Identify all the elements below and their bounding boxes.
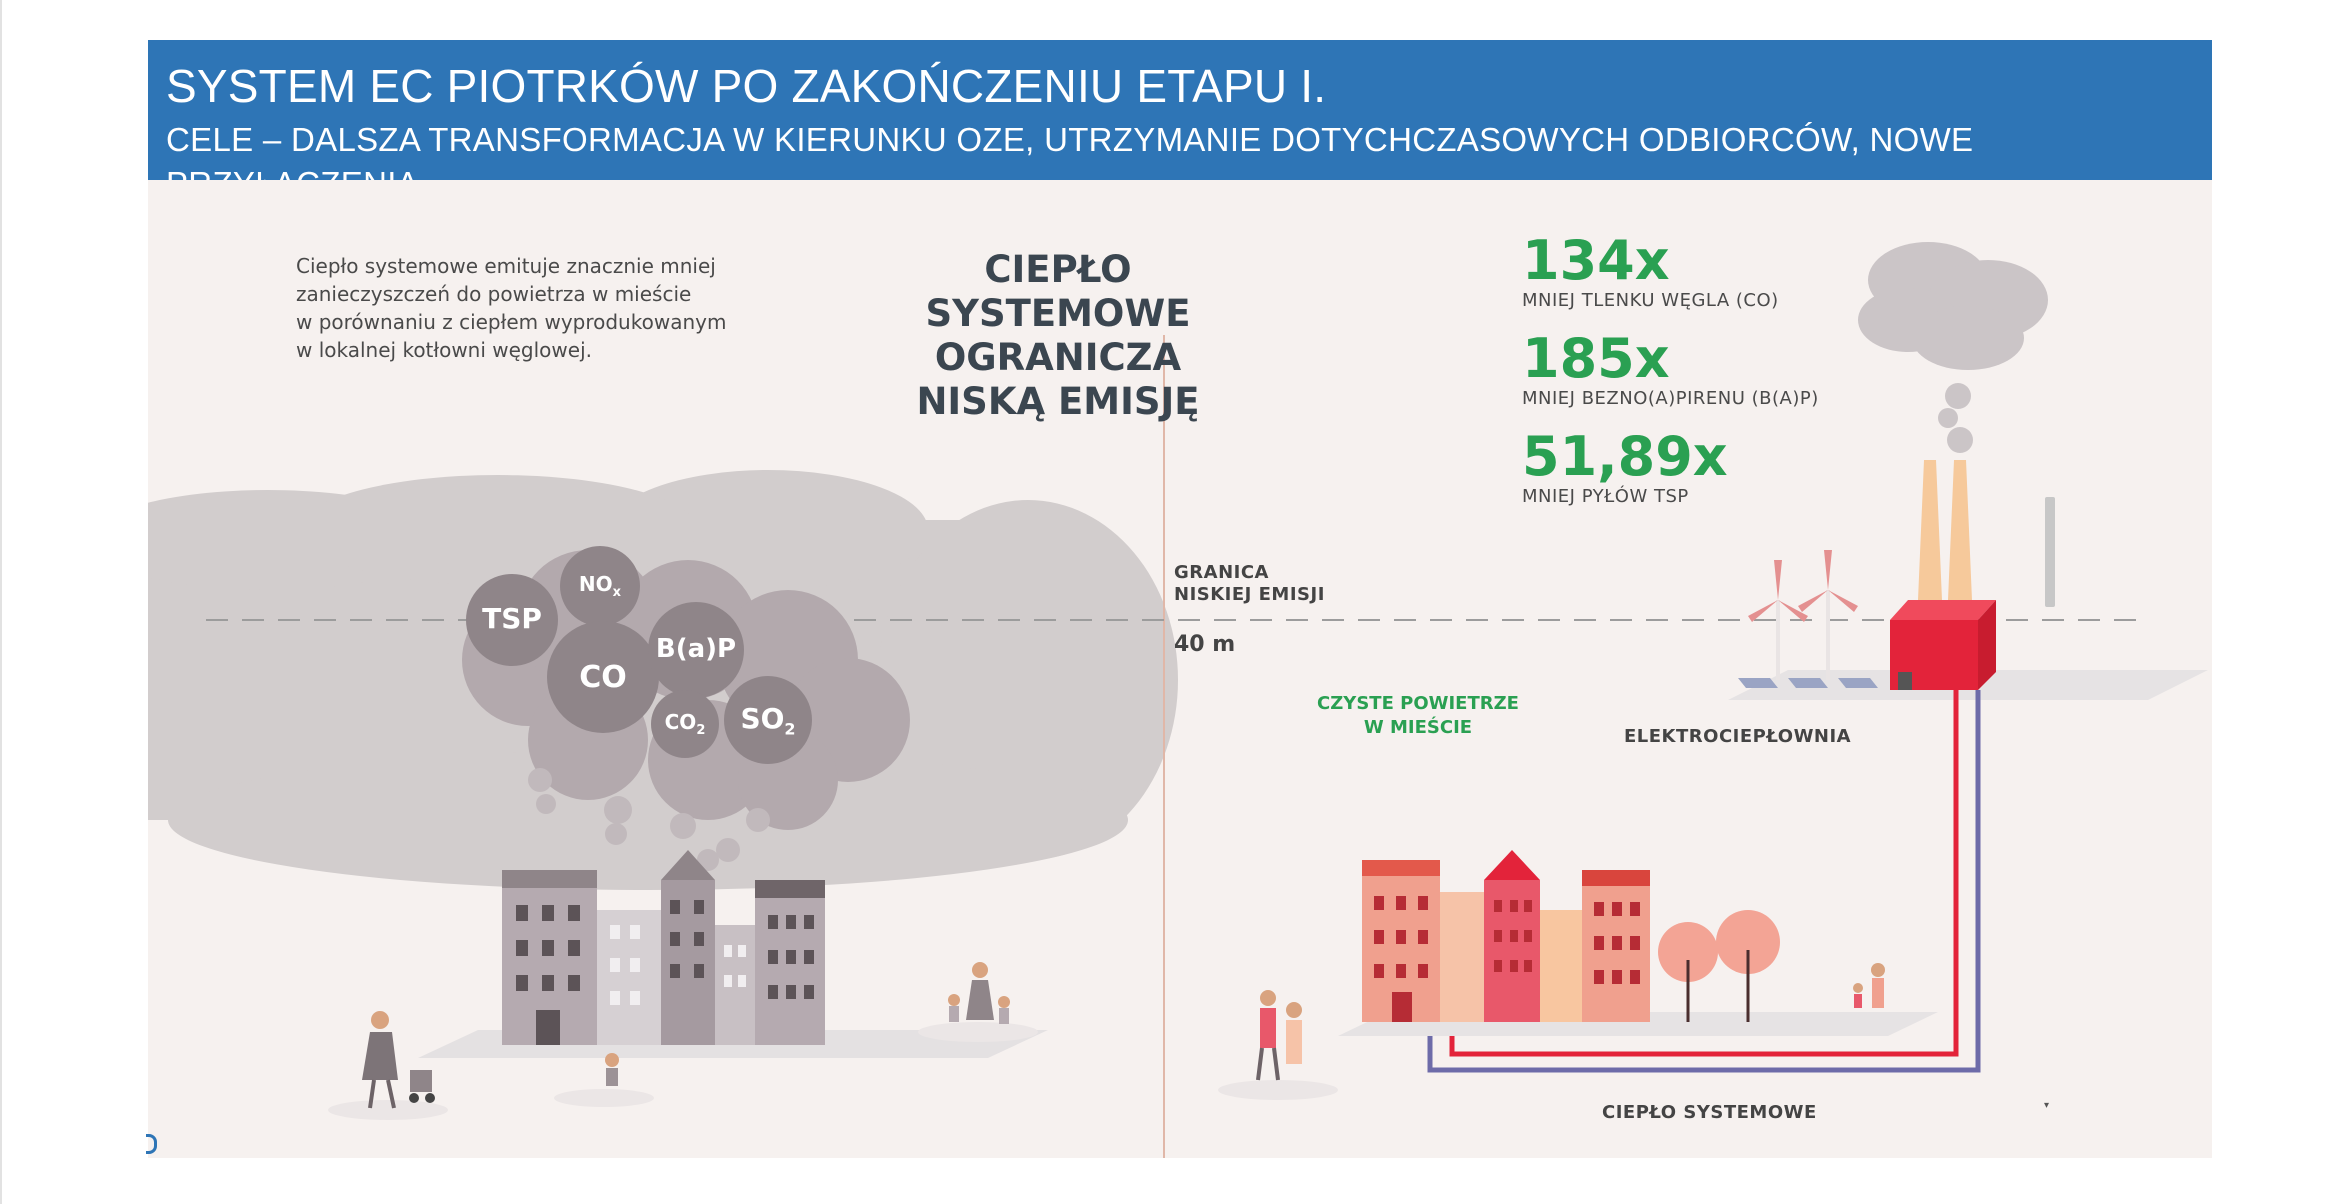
so2-label: $SO_2$ xyxy=(740,702,796,739)
stat-bap xyxy=(1522,327,1819,410)
low-emission-boundary-label: GRANICA NISKIEJ EMISJI xyxy=(1174,562,1325,605)
boundary-height: 40 m xyxy=(1174,632,1236,657)
stat-co-value: 134x xyxy=(1522,229,1670,292)
slide-header xyxy=(148,40,2212,180)
nox-label: $NO_x$ xyxy=(578,572,622,600)
scrollbar-thumb[interactable] xyxy=(2045,497,2055,607)
power-plant-label: ELEKTROCIEPŁOWNIA xyxy=(1624,726,1852,747)
clean-air-label: CZYSTE POWIETRZE W MIEŚCIE xyxy=(1317,693,1519,738)
tsp-label: TSP xyxy=(482,602,542,635)
stat-tsp-label: MNIEJ PYŁÓW TSP xyxy=(1522,486,1689,507)
slide-title: SYSTEM EC PIOTRKÓW PO ZAKOŃCZENIU ETAPU I. xyxy=(166,60,1327,112)
stat-co-label: MNIEJ TLENKU WĘGLA (CO) xyxy=(1522,290,1779,311)
co-label: CO xyxy=(579,660,627,695)
district-heat-label: CIEPŁO SYSTEMOWE xyxy=(1602,1102,1817,1123)
scroll-down-arrow-icon[interactable]: ▾ xyxy=(2044,1100,2050,1111)
stat-tsp xyxy=(1522,425,1728,508)
infographic xyxy=(148,180,2212,1158)
slide xyxy=(148,40,2212,1158)
stat-bap-value: 185x xyxy=(1522,327,1670,390)
bap-label: B(a)P xyxy=(655,634,737,664)
stat-tsp-value: 51,89x xyxy=(1522,425,1728,488)
power-plant-site xyxy=(1728,460,2208,700)
co2-label: $CO_2$ xyxy=(664,710,706,738)
slide-subtitle: CELE – DALSZA TRANSFORMACJA W KIERUNKU OZE, UTRZYMANIE DOTYCHCZASOWYCH ODBIORCÓW, NOWE xyxy=(166,121,1974,158)
stat-bap-label: MNIEJ BEZNO(A)PIRENU (B(A)P) xyxy=(1522,388,1819,409)
stat-co xyxy=(1522,229,1779,312)
plant-smoke xyxy=(1858,242,2048,453)
clean-city xyxy=(1338,850,1938,1036)
infographic-title: CIEPŁO SYSTEMOWE OGRANICZA NISKĄ EMISJĘ xyxy=(916,248,1200,423)
intro-text: Ciepło systemowe emituje znacznie mniej zanieczyszczeń do powietrza w mieście w porównaniu z ciepłem wyprodukowanym w lokalnej kotłowni węglowej. xyxy=(296,254,727,362)
window-left-edge xyxy=(0,0,2,1204)
